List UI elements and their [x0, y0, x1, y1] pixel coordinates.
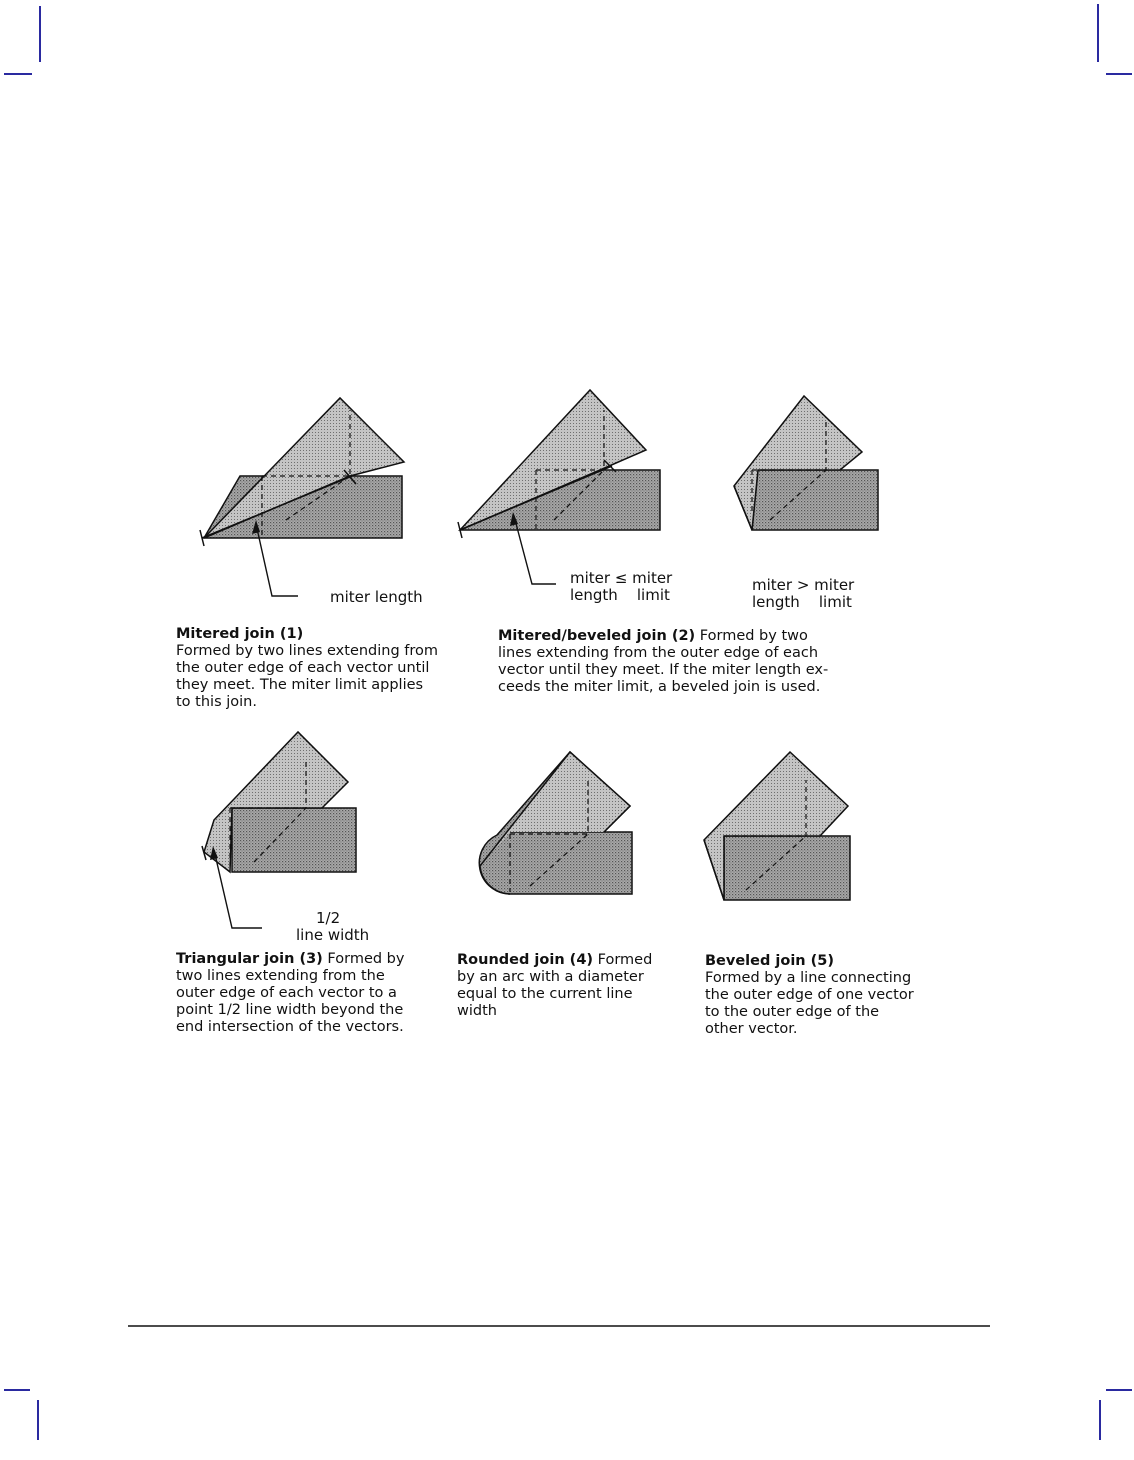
- mitered-beveled-join-diagram: [458, 390, 660, 584]
- caption-mb-line: vector until they meet. If the miter length ex-: [498, 662, 829, 678]
- caption-rounded: [457, 952, 652, 1020]
- caption-mitered-line: the outer edge of each vector until: [176, 660, 430, 676]
- label-miter-le: [570, 570, 672, 604]
- miter-exceeds-limit-diagram: [734, 396, 878, 530]
- label-miter-le-line1: miter ≤ miter: [570, 569, 673, 587]
- triangular-join-diagram: [202, 732, 356, 928]
- mitered-join-diagram: [200, 398, 404, 596]
- beveled-join-diagram: [704, 752, 850, 900]
- caption-mb-line: lines extending from the outer edge of each: [498, 645, 819, 661]
- caption-mb-first: Formed by two: [695, 628, 808, 644]
- caption-round-line: by an arc with a diameter: [457, 969, 644, 985]
- caption-mitered-beveled: [498, 628, 828, 696]
- caption-bev-line: Formed by a line connecting: [705, 970, 912, 986]
- caption-round-title: Rounded join (4): [457, 952, 594, 968]
- caption-mb-title: Mitered/beveled join (2): [498, 628, 696, 644]
- caption-beveled: [705, 953, 914, 1038]
- caption-mitered-line: Formed by two lines extending from: [176, 643, 439, 659]
- caption-tri-line: outer edge of each vector to a: [176, 985, 397, 1001]
- caption-tri-title: Triangular join (3): [176, 951, 323, 967]
- mgt-horizontal-vector: [752, 470, 878, 530]
- label-miter-gt: [752, 577, 854, 611]
- caption-round-line: width: [457, 1003, 497, 1019]
- label-miter-gt-line2: length limit: [752, 593, 852, 611]
- caption-tri-first: Formed by: [322, 951, 405, 967]
- label-miter-gt-line1: miter > miter: [752, 576, 855, 594]
- label-miter-length: miter length: [330, 588, 423, 606]
- caption-mitered-title: Mitered join (1): [176, 626, 304, 642]
- caption-mitered-line: to this join.: [176, 694, 257, 710]
- caption-bev-line: the outer edge of one vector: [705, 987, 914, 1003]
- bev-horizontal-vector: [724, 836, 850, 900]
- label-half-width: [296, 910, 369, 944]
- caption-mitered: [176, 626, 438, 711]
- caption-tri-line: two lines extending from the: [176, 968, 385, 984]
- tri-horizontal-vector: [232, 808, 356, 872]
- caption-bev-line: other vector.: [705, 1021, 798, 1037]
- caption-round-line: equal to the current line: [457, 986, 633, 1002]
- caption-tri-line: point 1/2 line width beyond the: [176, 1002, 404, 1018]
- caption-mb-line: ceeds the miter limit, a beveled join is used.: [498, 679, 821, 695]
- caption-bev-title: Beveled join (5): [705, 953, 835, 969]
- label-half-line1: 1/2: [316, 909, 341, 927]
- caption-mitered-line: they meet. The miter limit applies: [176, 677, 424, 693]
- label-half-line2: line width: [296, 926, 370, 944]
- label-miter-le-line2: length limit: [570, 586, 670, 604]
- caption-tri-line: end intersection of the vectors.: [176, 1019, 404, 1035]
- rounded-join-diagram: [479, 752, 632, 894]
- caption-triangular: [176, 951, 404, 1036]
- caption-round-first: Formed: [593, 952, 653, 968]
- caption-bev-line: to the outer edge of the: [705, 1004, 880, 1020]
